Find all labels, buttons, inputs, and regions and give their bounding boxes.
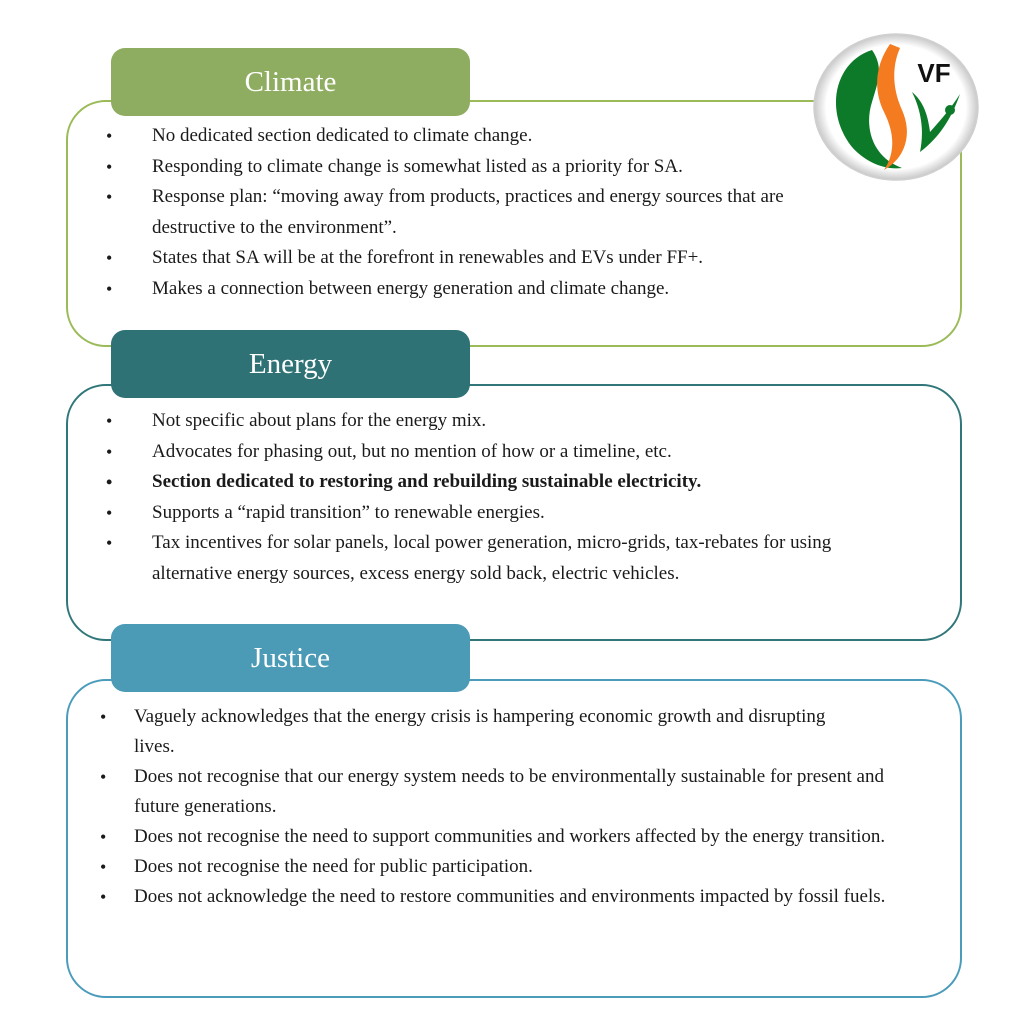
list-item: • Section dedicated to restoring and rebuilding sustainable electricity. xyxy=(106,467,906,498)
energy-section-title: Energy xyxy=(111,330,470,398)
climate-list xyxy=(106,121,906,304)
list-item: • Vaguely acknowledges that the energy crisis is hampering economic growth and disrupting lives. xyxy=(100,702,930,762)
list-item: • Tax incentives for solar panels, local power generation, micro-grids, tax-rebates for using alternative energy sources, excess energy sold back, electric vehicles. xyxy=(106,528,906,589)
vf-plus-logo xyxy=(812,32,980,182)
list-item: • Response plan: “moving away from products, practices and energy sources that are destructive to the environment”. xyxy=(106,182,906,243)
list-item: • Not specific about plans for the energy mix. xyxy=(106,406,906,437)
climate-section-title: Climate xyxy=(111,48,470,116)
list-item: • Does not recognise the need for public participation. xyxy=(100,852,930,882)
list-item: • No dedicated section dedicated to climate change. xyxy=(106,121,906,152)
list-item: • States that SA will be at the forefront in renewables and EVs under FF+. xyxy=(106,243,906,274)
energy-list xyxy=(106,406,906,589)
justice-section-title: Justice xyxy=(111,624,470,692)
list-item: • Advocates for phasing out, but no mention of how or a timeline, etc. xyxy=(106,437,906,468)
list-item: • Responding to climate change is somewhat listed as a priority for SA. xyxy=(106,152,906,183)
list-item: • Does not recognise that our energy system needs to be environmentally sustainable for present and future generations. xyxy=(100,762,930,822)
list-item: • Does not recognise the need to support communities and workers affected by the energy transition. xyxy=(100,822,930,852)
logo-text: VF xyxy=(917,58,951,88)
list-item: • Makes a connection between energy generation and climate change. xyxy=(106,274,906,305)
list-item: • Supports a “rapid transition” to renewable energies. xyxy=(106,498,906,529)
justice-list xyxy=(100,702,930,912)
list-item: • Does not acknowledge the need to restore communities and environments impacted by fossil fuels. xyxy=(100,882,930,912)
